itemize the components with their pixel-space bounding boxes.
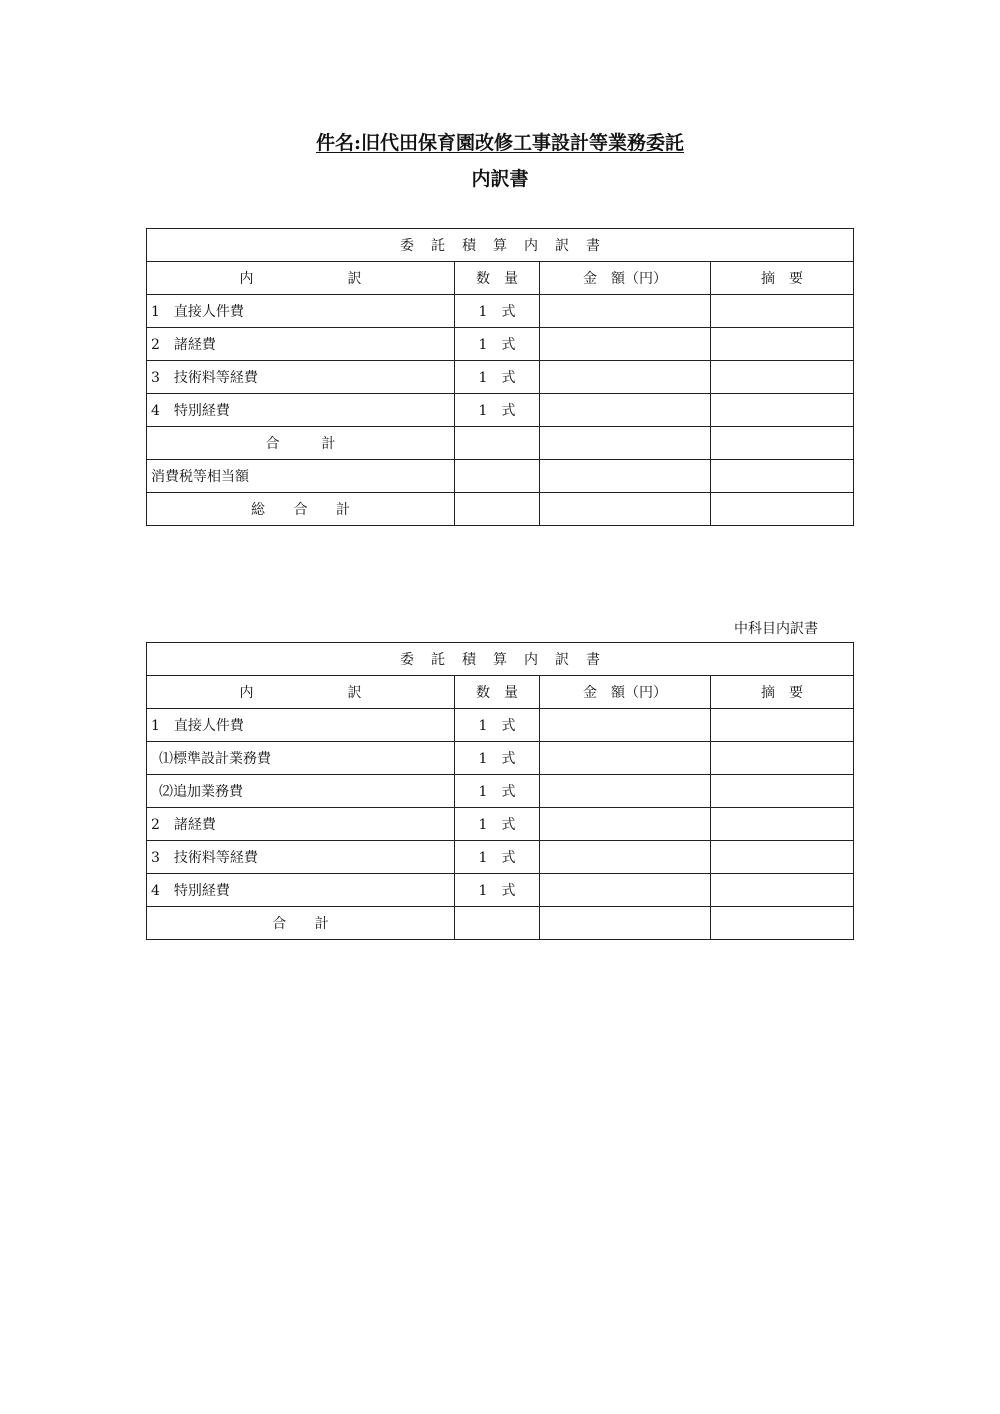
- document-title: [0, 130, 1000, 156]
- breakdown-table-summary: [146, 228, 854, 526]
- tax-row: [147, 460, 854, 493]
- row-remarks: [711, 295, 854, 328]
- subtotal-remarks: [711, 427, 854, 460]
- total-amount: [540, 907, 711, 940]
- row-quantity: 1 式: [455, 808, 540, 841]
- row-amount: [540, 775, 711, 808]
- row-amount: [540, 361, 711, 394]
- table-row: [147, 874, 854, 907]
- row-label: 1 直接人件費: [147, 709, 455, 742]
- breakdown-table-detail: [146, 642, 854, 940]
- row-label: 2 諸経費: [147, 328, 455, 361]
- row-remarks: [711, 328, 854, 361]
- table-row: [147, 808, 854, 841]
- table-row: [147, 742, 854, 775]
- row-label: 1 直接人件費: [147, 295, 455, 328]
- table-row: [147, 394, 854, 427]
- row-label: ⑵追加業務費: [147, 775, 455, 808]
- subtotal-row: [147, 427, 854, 460]
- row-amount: [540, 709, 711, 742]
- grand-total-row: [147, 493, 854, 526]
- row-quantity: 1 式: [455, 328, 540, 361]
- column-header-amount: 金 額（円）: [540, 262, 711, 295]
- row-remarks: [711, 841, 854, 874]
- row-amount: [540, 841, 711, 874]
- row-remarks: [711, 808, 854, 841]
- grand-total-quantity: [455, 493, 540, 526]
- tax-quantity: [455, 460, 540, 493]
- row-quantity: 1 式: [455, 709, 540, 742]
- row-remarks: [711, 775, 854, 808]
- document-subtitle: 内訳書: [471, 168, 529, 190]
- table-row: [147, 775, 854, 808]
- row-amount: [540, 295, 711, 328]
- column-header-remarks: 摘 要: [711, 676, 854, 709]
- tax-label: 消費税等相当額: [147, 460, 455, 493]
- table-header-row: [147, 262, 854, 295]
- row-quantity: 1 式: [455, 742, 540, 775]
- row-remarks: [711, 361, 854, 394]
- row-remarks: [711, 709, 854, 742]
- sheet-label: 中科目内訳書: [734, 621, 818, 637]
- row-remarks: [711, 742, 854, 775]
- row-label: 2 諸経費: [147, 808, 455, 841]
- row-label: ⑴標準設計業務費: [147, 742, 455, 775]
- row-quantity: 1 式: [455, 361, 540, 394]
- table-row: [147, 295, 854, 328]
- grand-total-label: 総 合 計: [147, 493, 455, 526]
- row-label: 4 特別経費: [147, 394, 455, 427]
- row-quantity: 1 式: [455, 841, 540, 874]
- column-header-amount: 金 額（円）: [540, 676, 711, 709]
- column-header-item: 内 訳: [147, 262, 455, 295]
- column-header-item: 内 訳: [147, 676, 455, 709]
- total-remarks: [711, 907, 854, 940]
- total-label: 合 計: [147, 907, 455, 940]
- row-amount: [540, 328, 711, 361]
- row-amount: [540, 874, 711, 907]
- tax-remarks: [711, 460, 854, 493]
- row-quantity: 1 式: [455, 295, 540, 328]
- grand-total-remarks: [711, 493, 854, 526]
- row-remarks: [711, 394, 854, 427]
- row-amount: [540, 808, 711, 841]
- column-header-remarks: 摘 要: [711, 262, 854, 295]
- table-header-row: [147, 676, 854, 709]
- table-row: [147, 328, 854, 361]
- table-row: [147, 709, 854, 742]
- table-heading: 委託積算内訳書: [147, 229, 854, 262]
- subtotal-amount: [540, 427, 711, 460]
- table-heading-row: [147, 229, 854, 262]
- total-quantity: [455, 907, 540, 940]
- row-remarks: [711, 874, 854, 907]
- row-label: 4 特別経費: [147, 874, 455, 907]
- row-label: 3 技術料等経費: [147, 841, 455, 874]
- table-row: [147, 361, 854, 394]
- column-header-quantity: 数 量: [455, 262, 540, 295]
- subtotal-quantity: [455, 427, 540, 460]
- grand-total-amount: [540, 493, 711, 526]
- row-amount: [540, 742, 711, 775]
- subtotal-label: 合 計: [147, 427, 455, 460]
- table-row: [147, 841, 854, 874]
- table-heading: 委託積算内訳書: [147, 643, 854, 676]
- document-title-text: 件名:旧代田保育園改修工事設計等業務委託: [315, 132, 684, 154]
- column-header-quantity: 数 量: [455, 676, 540, 709]
- table-heading-row: [147, 643, 854, 676]
- row-quantity: 1 式: [455, 874, 540, 907]
- total-row: [147, 907, 854, 940]
- row-amount: [540, 394, 711, 427]
- row-quantity: 1 式: [455, 394, 540, 427]
- row-label: 3 技術料等経費: [147, 361, 455, 394]
- tax-amount: [540, 460, 711, 493]
- row-quantity: 1 式: [455, 775, 540, 808]
